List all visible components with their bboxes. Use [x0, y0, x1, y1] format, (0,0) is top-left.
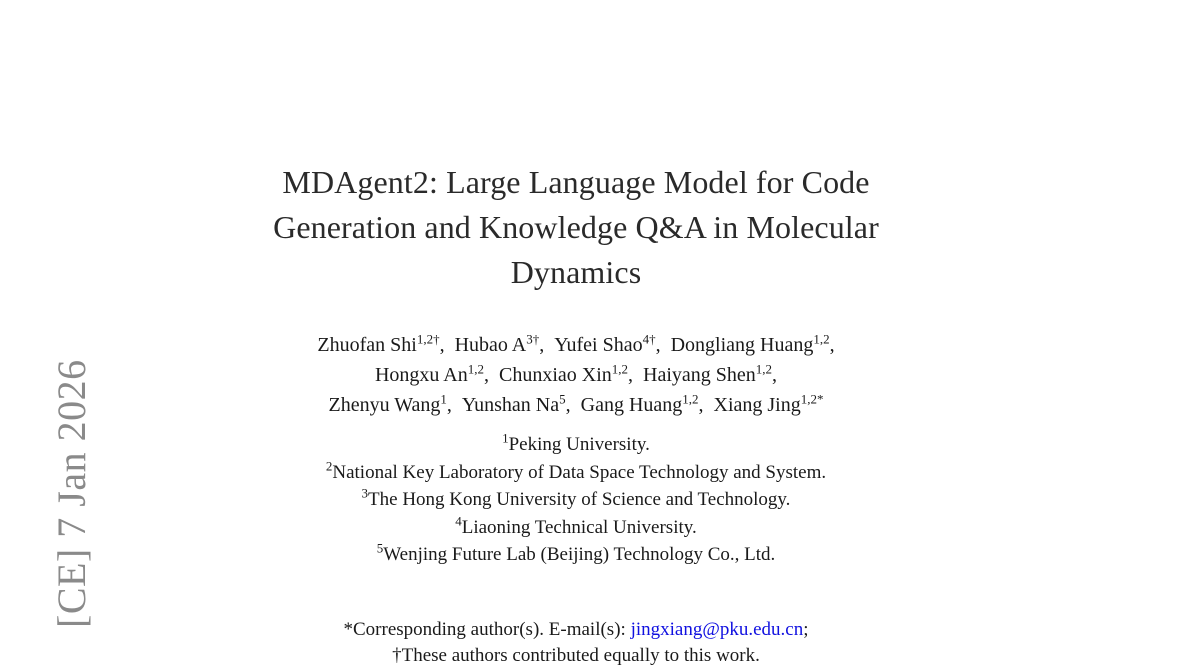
author-affiliation-marker: 4†	[642, 331, 656, 347]
author-name: Xiang Jing	[713, 394, 801, 416]
author-affiliation-marker: 1,2*	[800, 391, 824, 407]
author-separator: ,	[539, 334, 555, 356]
corresponding-suffix: ;	[803, 619, 809, 640]
affiliation-text: National Key Laboratory of Data Space Technology and System.	[332, 461, 827, 483]
author-separator: ,	[772, 364, 778, 386]
corresponding-email-link[interactable]: jingxiang@pku.edu.cn	[630, 619, 804, 640]
affiliation-item	[0, 486, 1152, 514]
author-separator: ,	[698, 394, 714, 416]
author-affiliation-marker: 1,2	[755, 361, 773, 377]
author-affiliation-marker: 1,2	[611, 361, 629, 377]
author-line	[0, 390, 1152, 420]
author-affiliation-marker: 3†	[526, 331, 540, 347]
affiliation-marker: 1	[502, 430, 509, 446]
author-separator: ,	[655, 334, 671, 356]
author-name: Yunshan Na	[461, 394, 560, 416]
author-name: Hubao A	[454, 334, 527, 356]
author-separator: ,	[628, 364, 644, 386]
corresponding-author-line	[0, 616, 1152, 643]
author-separator: ,	[484, 364, 499, 386]
affiliation-item	[0, 431, 1152, 459]
author-name: Chunxiao Xin	[499, 364, 612, 386]
author-affiliation-marker: 1,2	[682, 391, 699, 407]
affiliation-marker: 3	[361, 485, 369, 501]
affiliation-list	[0, 431, 1152, 569]
title-line-2: Generation and Knowledge Q&A in Molecular	[273, 209, 879, 245]
author-separator: ,	[439, 334, 455, 356]
title-line-3: Dynamics	[510, 254, 642, 290]
author-affiliation-marker: 1,2	[813, 331, 830, 347]
affiliation-item	[0, 459, 1152, 487]
paper-title	[0, 160, 1152, 295]
author-line	[0, 330, 1152, 360]
affiliation-item	[0, 541, 1152, 569]
author-list	[0, 330, 1152, 420]
author-name: Yufei Shao	[554, 334, 643, 356]
author-name: Dongliang Huang	[670, 334, 814, 356]
author-affiliation-marker: 1	[440, 391, 447, 407]
author-separator: ,	[829, 334, 835, 356]
affiliation-marker: 2	[325, 458, 333, 474]
corresponding-prefix: *Corresponding author(s). E-mail(s):	[343, 619, 631, 640]
author-line	[0, 360, 1152, 390]
arxiv-side-stamp: [CE] 7 Jan 2026	[49, 359, 94, 628]
affiliation-text: The Hong Kong University of Science and Technology.	[368, 489, 791, 510]
affiliation-text: Peking University.	[508, 434, 650, 455]
author-name: Hongxu An	[374, 364, 468, 386]
author-name: Zhuofan Shi	[317, 334, 417, 356]
author-name: Gang Huang	[580, 394, 683, 416]
author-separator: ,	[446, 394, 462, 416]
affiliation-text: Liaoning Technical University.	[461, 516, 697, 538]
equal-contribution-note: †These authors contributed equally to this work.	[392, 645, 760, 666]
author-affiliation-marker: 1,2†	[416, 331, 440, 347]
author-separator: ,	[565, 394, 581, 416]
affiliation-marker: 4	[455, 513, 462, 529]
affiliation-item	[0, 514, 1152, 542]
author-name: Haiyang Shen	[643, 364, 756, 386]
author-affiliation-marker: 1,2	[467, 361, 484, 377]
affiliation-text: Wenjing Future Lab (Beijing) Technology Co., Ltd.	[383, 544, 776, 565]
title-line-1: MDAgent2: Large Language Model for Code	[282, 164, 870, 200]
affiliation-marker: 5	[376, 540, 384, 556]
author-affiliation-marker: 5	[559, 391, 566, 407]
author-name: Zhenyu Wang	[328, 394, 441, 416]
